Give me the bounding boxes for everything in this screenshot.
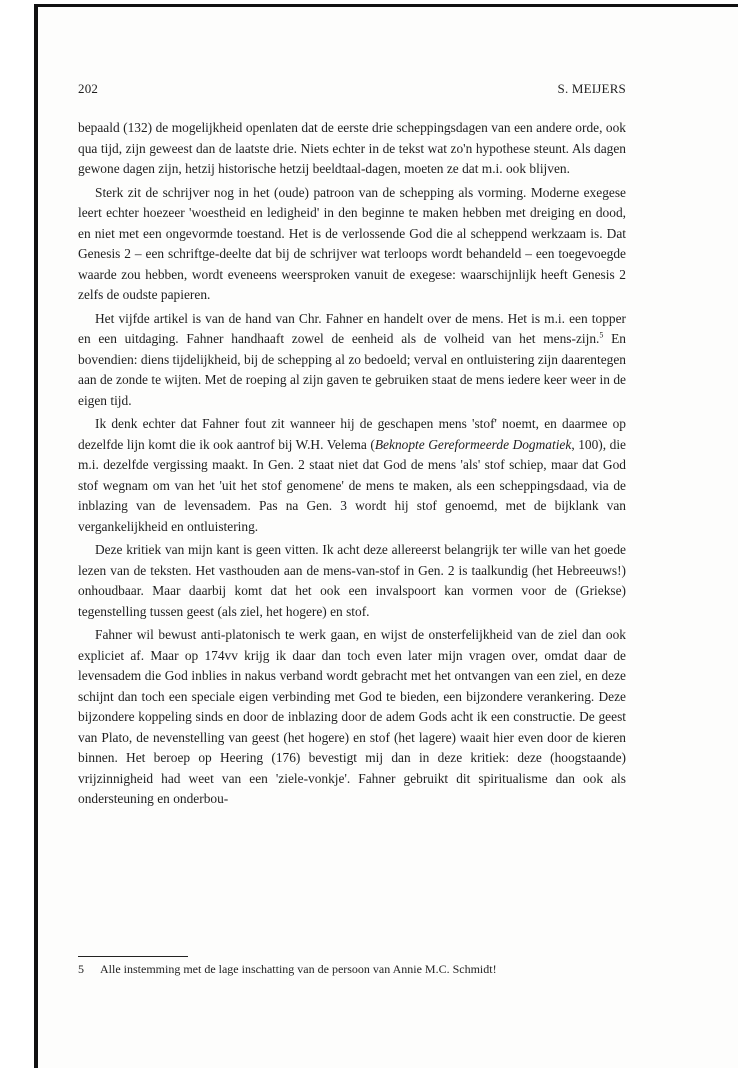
paragraph <box>78 118 626 180</box>
paragraph <box>78 309 626 412</box>
footnote-number: 5 <box>78 962 84 976</box>
paragraph-text: En bovendien: diens tijdelijkheid, bij de schepping al zo bedoeld; verval en ontluistering zijn daarentegen aan de zonde te wijten. Met de roeping al zijn gaven te gebruiken staat de mens iedere keer weer in de eigen tijd. <box>78 331 626 408</box>
paragraph-text: Ik denk echter dat Fahner fout zit wanneer hij de geschapen mens 'stof' noemt, en daarmee op dezelfde lijn komt die ik ook aantrof bij W.H. Velema ( <box>78 416 626 452</box>
body-text <box>78 118 626 813</box>
paragraph <box>78 183 626 306</box>
running-head-author: S. MEIJERS <box>557 81 626 96</box>
paragraph <box>78 414 626 537</box>
paragraph-text: Fahner wil bewust anti-platonisch te werk gaan, en wijst de onsterfelijkheid van de ziel dan ook expliciet af. Maar op 174vv krijg ik daar dan toch even later mijn vragen over, omdat daar de levensadem die God inblies in nakus verband wordt gebracht met het ontvangen van een ziel, en deze schijnt dan toch een speciale eigen verbinding met God te bieden, een bijzondere verankering. Deze bijzondere koppeling sinds en door de inblazing door de adem Gods acht ik een constructie. De geest van Plato, de nevenstelling van geest (het hogere) en stof (het lagere) waait hier even door de kieren binnen. Het beroep op Heering (176) bevestigt mij dan in deze kritiek: deze (hoogstaande) vrijzinnigheid had weet van een 'ziele-vonkje'. Fahner gebruikt dit spiritualisme dan ook als ondersteuning en onderbou- <box>78 627 626 806</box>
paragraph-text: bepaald (132) de mogelijkheid openlaten dat de eerste drie scheppingsdagen van een andere orde, ook qua tijd, zijn geweest dan de laatste drie. Niets echter in de tekst wat zo'n hypothese steunt. Als dagen gewone dagen zijn, hetzij historische hetzij beeldtaal-dagen, moeten ze dat m.i. ook blijven. <box>78 120 626 176</box>
footnote-text: Alle instemming met de lage inschatting van de persoon van Annie M.C. Schmidt! <box>100 962 497 976</box>
paragraph-text: Deze kritiek van mijn kant is geen vitten. Ik acht deze allereerst belangrijk ter wille van het goede lezen van de teksten. Het vasthouden aan de mens-van-stof in Gen. 2 is taalkundig (het Hebreeuws!) onhoudbaar. Maar daarbij komt dat het ook een invalspoort kan vormen voor de (Griekse) tegenstelling tussen geest (als ziel, het hogere) en stof. <box>78 542 626 619</box>
paragraph-text: , 100), die m.i. dezelfde vergissing maakt. In Gen. 2 staat niet dat God de mens 'als' stof schiep, maar dat God stof wegnam om van het 'uit het stof genomene' de mens te maken, als een scheppingsdaad, via de inblazing van de levensadem. Pas na Gen. 3 wordt hij stof genoemd, met de bijklank van vergankelijkheid en ontluistering. <box>78 436 626 534</box>
paragraph <box>78 540 626 622</box>
paragraph <box>78 625 626 810</box>
book-title: Beknopte Gereformeerde Dogmatiek <box>374 436 572 452</box>
page-number: 202 <box>78 81 99 96</box>
footnote <box>78 961 626 977</box>
paragraph-text: Het vijfde artikel is van de hand van Chr. Fahner en handelt over de mens. Het is m.i. een topper en een uitdaging. Fahner handhaaft zowel de eenheid als de volheid van het mens-zijn. <box>78 310 626 346</box>
paragraph-text: Sterk zit de schrijver nog in het (oude) patroon van de schepping als vorming. Moderne exegese leert echter hoezeer 'woestheid en ledigheid' in den beginne te maken hebben met dreiging en dood, en niet met een ongevormde toestand. Het is de verlossende God die al scheppend werkzaam is. Dat Genesis 2 – een schriftge-deelte dat bij de schrijver wat terloops wordt behandeld – een toegevoegde waarde zou hebben, wordt eveneens weersproken vanuit de exegese: waarschijnlijk heeft Genesis 2 zelfs de oudste papieren. <box>78 184 626 302</box>
footnote-reference: 5 <box>599 330 604 340</box>
footnote-separator <box>78 956 188 957</box>
